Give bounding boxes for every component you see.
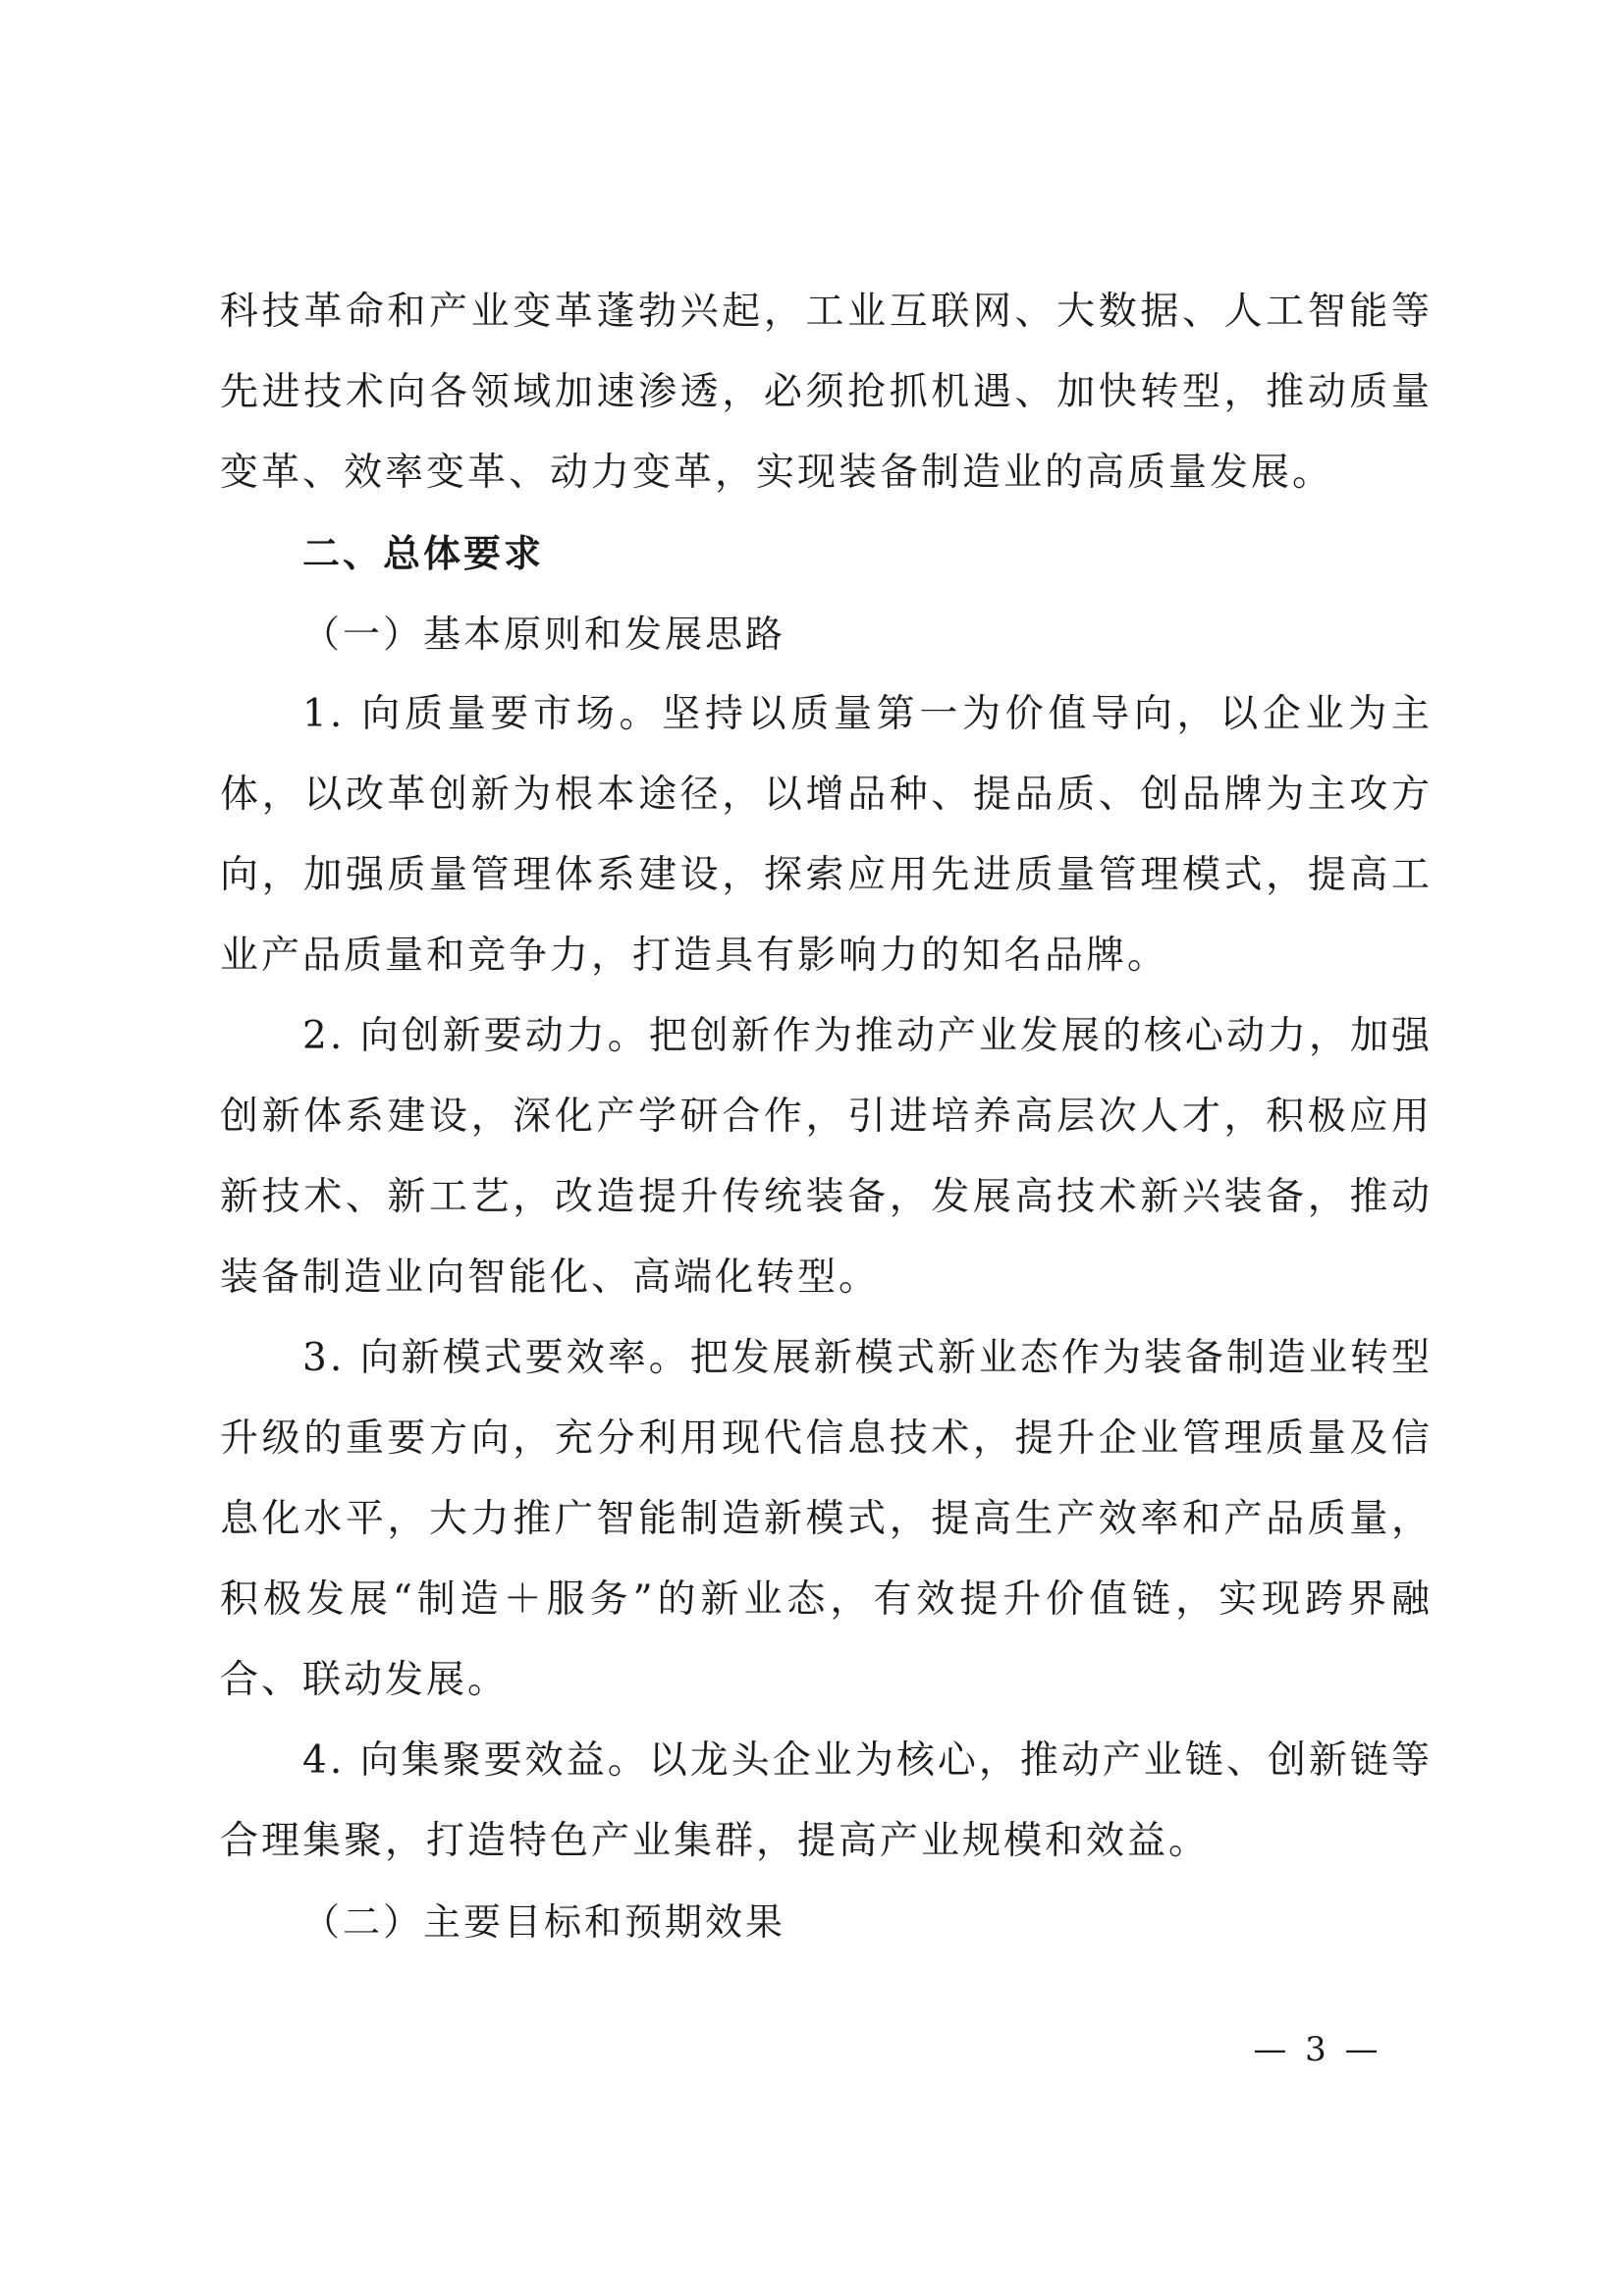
principle-paragraph-1: 1. 向质量要市场。坚持以质量第一为价值导向，以企业为主体，以改革创新为根本途径，以增品种、提品质、创品牌为主攻方向，加强质量管理体系建设，探索应用先进质量管理模式，提高工业产品质量和竞争力，打造具有影响力的知名品牌。	[220, 692, 1433, 978]
principle-paragraph-4: 4. 向集聚要效益。以龙头企业为核心，推动产业链、创新链等合理集聚，打造特色产业集群，提高产业规模和效益。	[220, 1738, 1433, 1863]
body-text	[220, 272, 1433, 1962]
page-number: — 3 —	[1253, 2030, 1382, 2069]
principle-paragraph-3: 3. 向新模式要效率。把发展新模式新业态作为装备制造业转型升级的重要方向，充分利用现代信息技术，提升企业管理质量及信息化水平，大力推广智能制造新模式，提高生产效率和产品质量，积极发展“制造＋服务”的新业态，有效提升价值链，实现跨界融合、联动发展。	[220, 1336, 1433, 1702]
principle-paragraph-2: 2. 向创新要动力。把创新作为推动产业发展的核心动力，加强创新体系建设，深化产学研合作，引进培养高层次人才，积极应用新技术、新工艺，改造提升传统装备，发展高技术新兴装备，推动装备制造业向智能化、高端化转型。	[220, 1014, 1433, 1300]
subsection-heading-1: （一）基本原则和发展思路	[302, 613, 786, 656]
continuation-paragraph: 科技革命和产业变革蓬勃兴起，工业互联网、大数据、人工智能等先进技术向各领域加速渗透，必须抢抓机遇、加快转型，推动质量变革、效率变革、动力变革，实现装备制造业的高质量发展。	[220, 290, 1433, 495]
subsection-heading-2: （二）主要目标和预期效果	[302, 1900, 786, 1944]
section-heading: 二、总体要求	[302, 532, 545, 575]
